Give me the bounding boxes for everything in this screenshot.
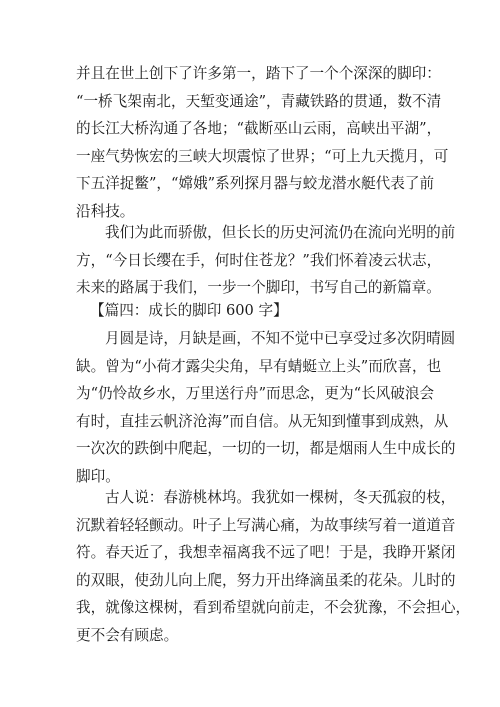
paragraph-line: 脚印。 [76,467,120,485]
paragraph-line: 我，就像这棵树，看到希望就向前走，不会犹豫，不会担心， [76,599,471,616]
section-heading-text: 【篇四：成长的脚印 600 字】 [90,302,288,319]
paragraph-line: 符。春天近了，我想幸福离我不远了吧！于是，我睁开紧闭 [76,544,456,561]
section-heading [76,297,434,325]
paragraph-line: 一座气势恢宏的三峡大坝震惊了世界；“可上九天揽月，可 [76,147,449,165]
paragraph-line: 缺。曾为“小荷才露尖尖角，早有蜻蜓立上头”而欣喜，也 [76,357,442,375]
paragraph-line: “一桥飞架南北，天堑变通途”，青藏铁路的贯通，数不清 [76,92,442,110]
paragraph-line: 月圆是诗，月缺是画，不知不觉中已享受过多次阴晴圆 [105,330,456,347]
paragraph-line: 古人说：春游桃林坞。我犹如一棵树，冬天孤寂的枝， [105,489,456,506]
paragraph-5 [76,484,471,649]
paragraph-line: 我们为此而骄傲，但长长的历史河流仍在流向光明的前 [105,224,456,241]
paragraph-4 [76,325,456,490]
paragraph-line: 有时，直挂云帆济沧海”而自信。从无知到懂事到成熟，从 [76,412,449,430]
paragraph-2 [76,219,456,302]
paragraph-line: 方，“今日长缨在手，何时住苍龙？”我们怀着凌云状志， [76,251,442,269]
paragraph-line: 未来的路属于我们，一步一个脚印，书写自己的新篇章。 [76,279,441,296]
paragraph-line: 一次次的跌倒中爬起，一切的一切，都是烟雨人生中成长的 [76,440,456,457]
paragraph-1 [76,60,449,225]
paragraph-line: 的长江大桥沟通了各地；“截断巫山云雨，高峡出平湖”， [76,120,442,137]
paragraph-line: 沉默着轻轻颤动。叶子上写满心痛，为故事续写着一道道音 [76,516,456,534]
paragraph-line: 并且在世上创下了许多第一，踏下了一个个深深的脚印： [76,65,441,82]
paragraph-line: 为“仍怜故乡水，万里送行舟”而思念，更为“长风破浪会 [76,385,435,402]
paragraph-line: 的双眼，使劲儿向上爬，努力开出绛滴虽柔的花朵。儿时的 [76,571,456,589]
paragraph-line: 更不会有顾虑。 [76,626,179,644]
paragraph-line: 下五洋捉鳖”，“嫦娥”系列探月器与蛟龙潜水艇代表了前 [76,175,435,192]
paragraph-line: 沿科技。 [76,202,135,220]
